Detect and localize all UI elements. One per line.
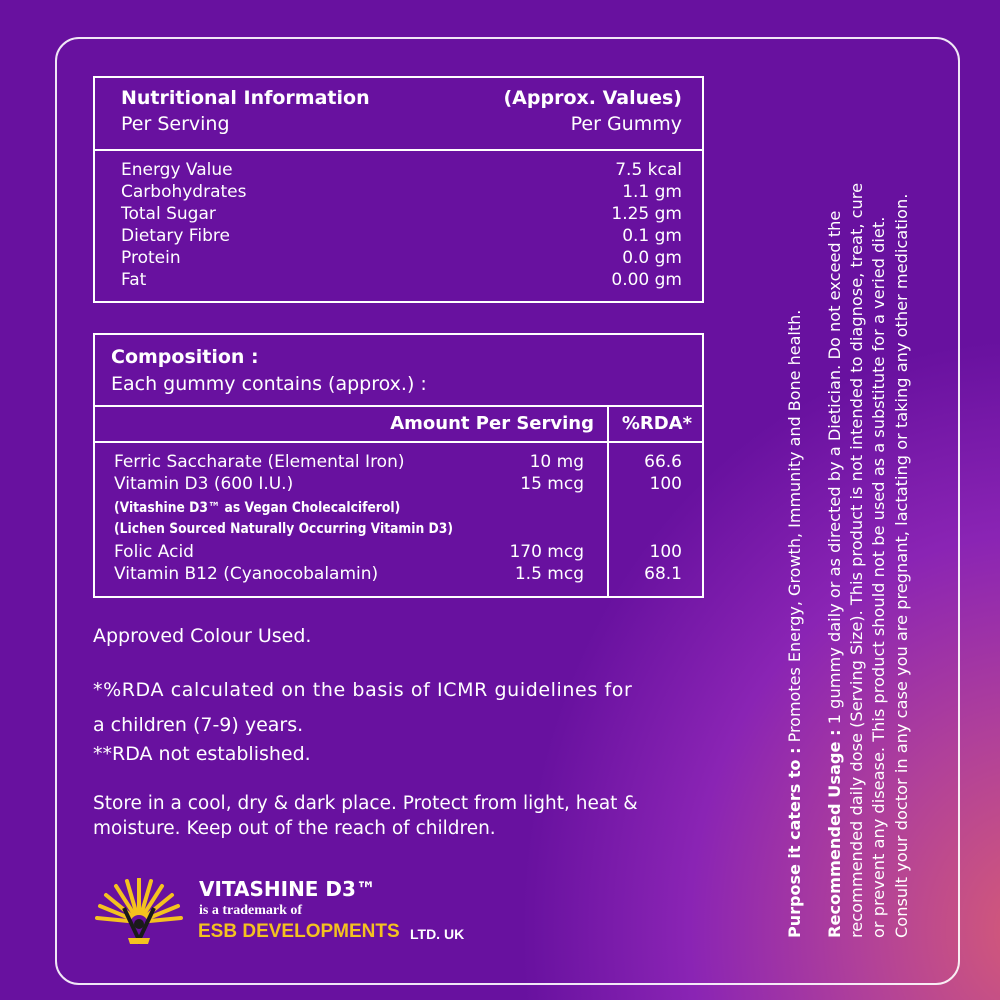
purpose-text: [787, 310, 803, 938]
composition-row-amount: 15 mcg: [520, 474, 584, 494]
composition-table: [93, 333, 704, 598]
nutrition-row-label: Protein: [121, 248, 181, 268]
sun-rays-icon: [92, 878, 186, 946]
composition-divider: [95, 405, 702, 407]
usage-line: [827, 211, 843, 938]
nutrition-row-value: 0.1 gm: [622, 226, 682, 246]
composition-row-name: Vitamin D3 (600 I.U.): [114, 474, 294, 494]
rda-header: %RDA*: [621, 413, 692, 434]
usage-line: recommended daily dose (Serving Size). This product is not intended to diagnose, treat, cure: [847, 182, 866, 938]
usage-line: Consult your doctor in any case you are pregnant, lactating or taking any other medication.: [892, 193, 911, 938]
nutrition-row-value: 1.25 gm: [611, 204, 682, 224]
composition-row-amount: 10 mg: [529, 452, 584, 472]
usage-label: Recommended Usage :: [825, 729, 844, 938]
purpose-label: Purpose it caters to :: [785, 747, 804, 938]
approved-colour-note: Approved Colour Used.: [93, 625, 312, 647]
composition-row-name: Ferric Saccharate (Elemental Iron): [114, 452, 405, 472]
composition-row-name: Folic Acid: [114, 542, 194, 562]
rda-not-established-note: **RDA not established.: [93, 743, 311, 765]
nutrition-header: [95, 78, 702, 151]
company-name: ESB DEVELOPMENTS: [198, 921, 400, 942]
composition-row-rda: 68.1: [644, 564, 682, 584]
nutrition-row-label: Dietary Fibre: [121, 226, 230, 246]
per-gummy-label: Per Gummy: [570, 113, 682, 135]
nutrition-row-value: 0.00 gm: [611, 270, 682, 290]
composition-row-rda: 100: [649, 542, 682, 562]
nutrition-row-value: 0.0 gm: [622, 248, 682, 268]
composition-row-name: Vitamin B12 (Cyanocobalamin): [114, 564, 379, 584]
nutrition-row-value: 7.5 kcal: [615, 160, 682, 180]
usage-line: or prevent any disease. This product should not be used as a substitute for a veried diet.: [869, 216, 888, 938]
nutrition-title: Nutritional Information: [121, 87, 370, 109]
storage-note-continued: moisture. Keep out of the reach of children.: [93, 818, 496, 839]
vitamin-d3-note: (Vitashine D3™ as Vegan Cholecalciferol): [114, 500, 401, 516]
nutrition-table: [93, 76, 704, 303]
company-suffix: LTD. UK: [410, 926, 465, 942]
composition-row-rda: 66.6: [644, 452, 682, 472]
nutrition-row-label: Fat: [121, 270, 147, 290]
rda-basis-note: *%RDA calculated on the basis of ICMR guidelines for: [93, 679, 633, 701]
nutrition-row-label: Energy Value: [121, 160, 233, 180]
usage-text: 1 gummy daily or as directed by a Dietician. Do not exceed the: [825, 210, 844, 725]
storage-note: Store in a cool, dry & dark place. Protect from light, heat &: [93, 793, 638, 814]
nutrition-row-label: Carbohydrates: [121, 182, 247, 202]
amount-per-serving-header: Amount Per Serving: [390, 413, 594, 434]
composition-row-amount: 170 mcg: [509, 542, 584, 562]
vitamin-d3-note: (Lichen Sourced Naturally Occurring Vitamin D3): [114, 521, 453, 537]
purpose-value: Promotes Energy, Growth, Immunity and Bone health.: [785, 309, 804, 743]
composition-row-amount: 1.5 mcg: [514, 564, 584, 584]
composition-column-divider: [607, 407, 609, 598]
nutrition-row-label: Total Sugar: [121, 204, 216, 224]
brand-trademark-text: is a trademark of: [199, 903, 303, 918]
approx-values-label: (Approx. Values): [503, 87, 682, 109]
composition-row-rda: 100: [649, 474, 682, 494]
per-serving-label: Per Serving: [121, 113, 230, 135]
composition-title: Composition :: [111, 346, 259, 368]
brand-name: VITASHINE D3™: [199, 877, 376, 901]
composition-divider: [95, 441, 702, 443]
composition-subtitle: Each gummy contains (approx.) :: [111, 373, 427, 395]
nutrition-row-value: 1.1 gm: [622, 182, 682, 202]
rda-basis-note-continued: a children (7-9) years.: [93, 714, 304, 736]
